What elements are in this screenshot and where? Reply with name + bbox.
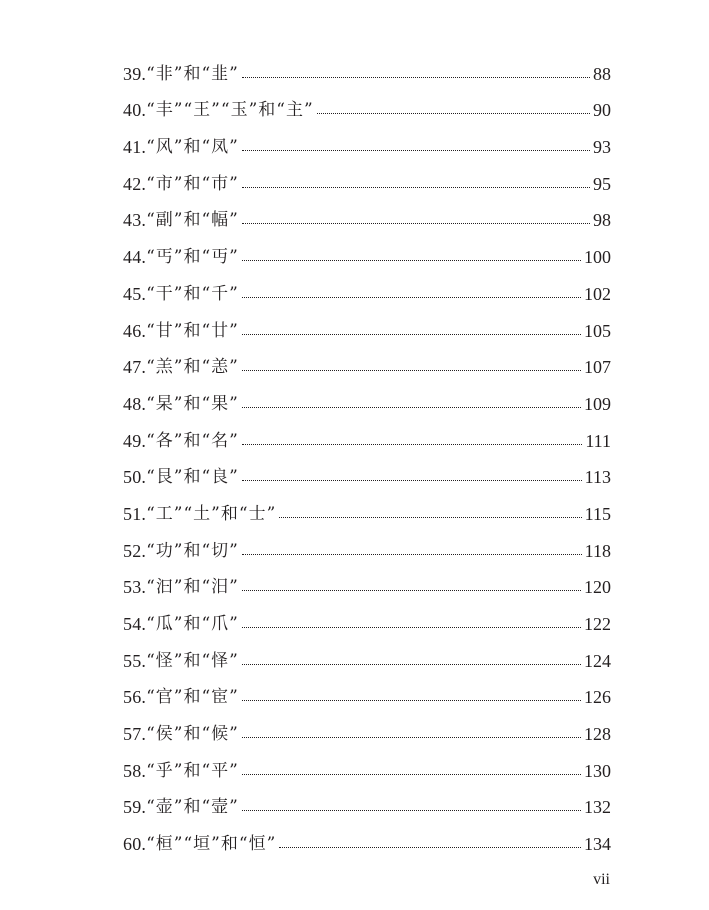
toc-entry[interactable] — [123, 596, 611, 633]
toc-entry-number: 45. — [123, 283, 147, 304]
toc-entry-page: 88 — [593, 63, 611, 84]
toc-entry[interactable] — [123, 450, 611, 487]
toc-dot-leader — [242, 554, 582, 555]
toc-entry-page: 134 — [584, 834, 611, 855]
toc-entry[interactable] — [123, 780, 611, 817]
toc-entry[interactable] — [123, 266, 611, 303]
toc-entry[interactable] — [123, 193, 611, 230]
toc-entry-page: 130 — [584, 760, 611, 781]
toc-dot-leader — [242, 700, 581, 701]
toc-entry-page: 115 — [584, 503, 611, 524]
toc-entry-title: “桓”“垣”和“恒” — [146, 834, 277, 855]
toc-entry-number: 47. — [123, 357, 147, 378]
toc-entry-number: 40. — [123, 100, 147, 121]
toc-dot-leader — [242, 627, 581, 628]
toc-entry-page: 128 — [584, 724, 611, 745]
toc-entry-page: 122 — [584, 614, 611, 634]
toc-entry-page: 120 — [584, 577, 611, 598]
toc-entry-title: “甘”和“廿” — [146, 320, 239, 341]
toc-entry-title: “羔”和“恙” — [146, 357, 239, 378]
toc-entry[interactable] — [123, 83, 611, 120]
toc-dot-leader — [242, 480, 582, 481]
toc-entry-title: “官”和“宦” — [146, 687, 239, 708]
toc-dot-leader — [242, 664, 581, 665]
toc-entry-number: 50. — [123, 467, 147, 488]
toc-entry-title: “风”和“凤” — [146, 137, 239, 158]
toc-entry[interactable] — [123, 560, 611, 597]
toc-entry[interactable] — [123, 340, 611, 377]
toc-entry-page: 93 — [593, 137, 611, 158]
toc-entry-number: 46. — [123, 320, 147, 341]
toc-entry-title: “市”和“巿” — [146, 173, 239, 194]
toc-entry-number: 49. — [123, 430, 147, 451]
toc-entry[interactable] — [123, 486, 611, 523]
toc-entry-page: 111 — [585, 430, 611, 451]
toc-dot-leader — [242, 810, 581, 811]
toc-dot-leader — [279, 847, 581, 848]
toc-entry[interactable] — [123, 229, 611, 266]
toc-entry-page: 113 — [584, 467, 611, 488]
toc-dot-leader — [317, 113, 590, 114]
toc-entry-number: 44. — [123, 247, 147, 268]
toc-dot-leader — [242, 223, 590, 224]
toc-entry-number: 42. — [123, 173, 147, 194]
toc-entry[interactable] — [123, 303, 611, 340]
toc-dot-leader — [242, 774, 581, 775]
toc-entry[interactable] — [123, 46, 611, 83]
toc-entry-page: 132 — [584, 797, 611, 818]
toc-dot-leader — [242, 77, 590, 78]
toc-entry-title: “汩”和“汨” — [146, 577, 239, 598]
toc-entry-page: 90 — [593, 100, 611, 121]
toc-dot-leader — [242, 187, 590, 188]
toc-entry[interactable] — [123, 119, 611, 156]
page-number: vii — [593, 871, 610, 888]
toc-entry-page: 126 — [584, 687, 611, 708]
toc-entry-page: 105 — [584, 320, 611, 341]
toc-entry-title: “副”和“幅” — [146, 210, 239, 231]
toc-dot-leader — [242, 370, 581, 371]
toc-dot-leader — [242, 297, 581, 298]
toc-entry-title: “功”和“切” — [146, 540, 239, 561]
toc-entry-page: 107 — [584, 357, 611, 378]
toc-entry-number: 58. — [123, 760, 147, 781]
toc-entry-number: 39. — [123, 63, 147, 84]
toc-entry-title: “丰”“王”“玉”和“主” — [146, 100, 314, 121]
toc-entry-title: “怪”和“怿” — [146, 650, 239, 671]
toc-entry-title: “乎”和“平” — [146, 760, 239, 781]
toc-entry-number: 51. — [123, 503, 147, 524]
toc-entry-title: “瓜”和“爪” — [146, 614, 239, 634]
toc-entry[interactable] — [123, 413, 611, 450]
toc-dot-leader — [242, 150, 590, 151]
toc-entry-page: 100 — [584, 247, 611, 268]
toc-entry[interactable] — [123, 743, 611, 780]
toc-entry-title: “丐”和“丏” — [146, 247, 239, 268]
toc-entry-number: 48. — [123, 393, 147, 414]
toc-entry-page: 118 — [584, 540, 611, 561]
toc-entry[interactable] — [123, 816, 611, 853]
toc-entry-number: 52. — [123, 540, 147, 561]
toc-entry-number: 53. — [123, 577, 147, 598]
toc-entry-title: “干”和“千” — [146, 283, 239, 304]
toc-entry[interactable] — [123, 376, 611, 413]
toc-entry-page: 124 — [584, 650, 611, 671]
toc-entry-page: 102 — [584, 283, 611, 304]
toc-entry-number: 55. — [123, 650, 147, 671]
toc-entry-title: “壶”和“壸” — [146, 797, 239, 818]
toc-dot-leader — [242, 260, 581, 261]
toc-entry-number: 41. — [123, 137, 147, 158]
toc-entry-title: “艮”和“良” — [146, 467, 239, 488]
toc-entry-number: 54. — [123, 614, 147, 634]
toc-entry[interactable] — [123, 706, 611, 743]
toc-entry-number: 60. — [123, 834, 147, 855]
toc-entry-page: 98 — [593, 210, 611, 231]
toc-entry[interactable] — [123, 156, 611, 193]
toc-entry-title: “工”“土”和“士” — [146, 503, 277, 524]
toc-entry[interactable] — [123, 633, 611, 670]
toc-entry-title: “侯”和“候” — [146, 724, 239, 745]
toc-entry-number: 56. — [123, 687, 147, 708]
toc-entry[interactable] — [123, 670, 611, 707]
toc-dot-leader — [279, 517, 581, 518]
toc-entry-page: 109 — [584, 393, 611, 414]
toc-dot-leader — [242, 737, 581, 738]
toc-dot-leader — [242, 407, 581, 408]
toc-dot-leader — [242, 590, 581, 591]
toc-entry-number: 43. — [123, 210, 147, 231]
toc-entry-title: “非”和“韭” — [146, 63, 239, 84]
toc-dot-leader — [242, 444, 582, 445]
toc-dot-leader — [242, 334, 581, 335]
table-of-contents — [123, 46, 611, 853]
toc-entry-title: “各”和“名” — [146, 430, 239, 451]
toc-entry-number: 59. — [123, 797, 147, 818]
toc-entry-page: 95 — [593, 173, 611, 194]
toc-entry-title: “杲”和“果” — [146, 393, 239, 414]
toc-entry[interactable] — [123, 523, 611, 560]
toc-entry-number: 57. — [123, 724, 147, 745]
